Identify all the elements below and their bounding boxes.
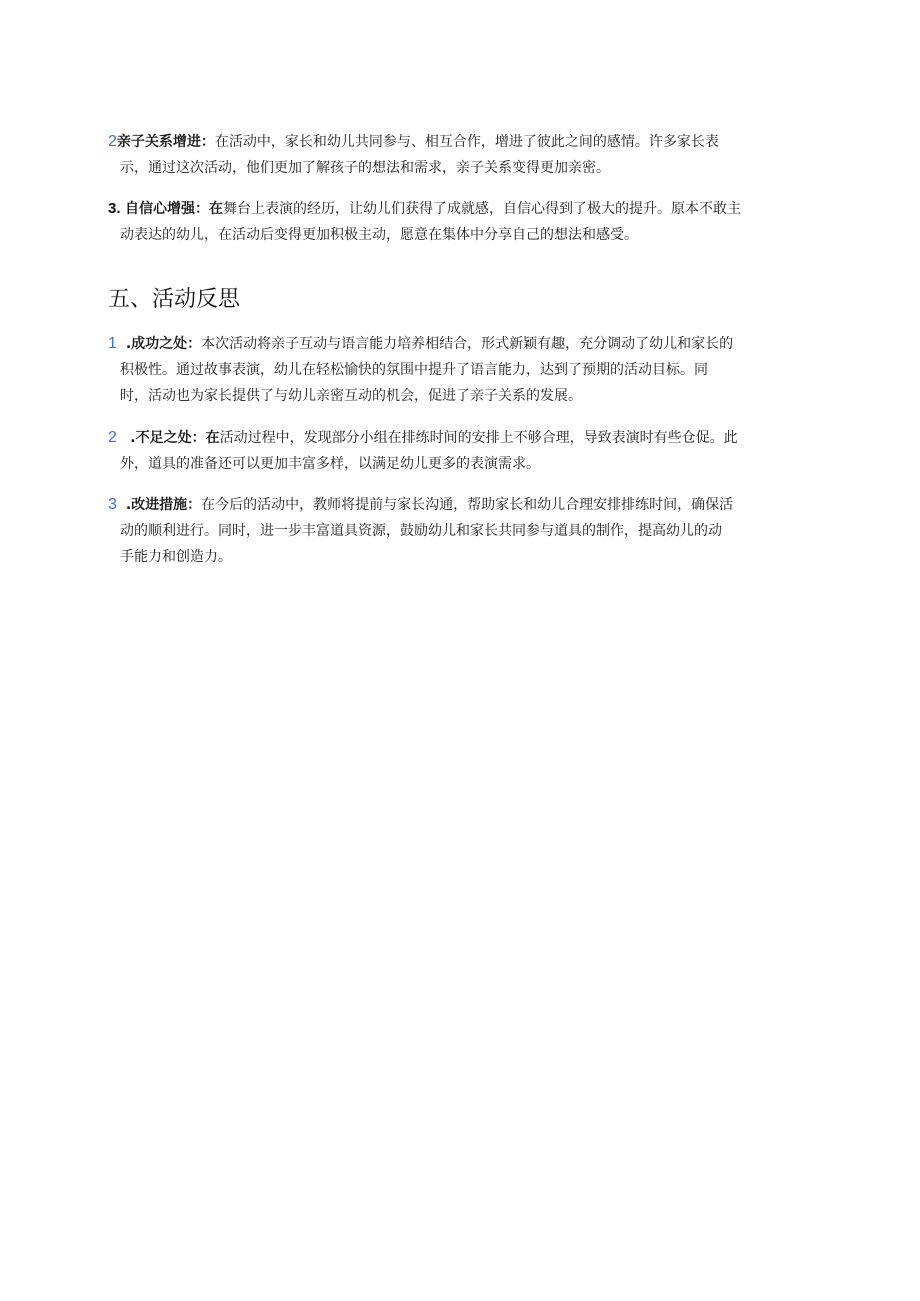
item-text: 时，活动也为家长提供了与幼儿亲密互动的机会，促进了亲子关系的发展。: [120, 388, 582, 404]
item-text: 手能力和创造力。: [120, 549, 232, 565]
reflection-item-1-first-line: [108, 331, 808, 357]
item-text: 动表达的幼儿，在活动后变得更加积极主动，愿意在集体中分享自己的想法和感受。: [120, 227, 638, 243]
item-text: 舞台上表演的经历，让幼儿们获得了成就感，自信心得到了极大的提升。原本不敢主: [222, 201, 741, 217]
list-number: 1: [108, 335, 117, 352]
benefit-item-3: [108, 196, 808, 248]
benefit-item-2: [108, 129, 808, 181]
reflection-item-3-first-line: [108, 492, 808, 518]
list-number: 2: [108, 429, 117, 446]
reflection-item-1: [108, 331, 808, 409]
benefit-item-2-first-line: [108, 129, 808, 155]
list-number: 3.: [108, 200, 121, 217]
item-title: .不足之处：在: [130, 430, 220, 446]
item-title: .成功之处：: [125, 336, 202, 352]
item-text: 动的顺利进行。同时，进一步丰富道具资源，鼓励幼儿和家长共同参与道具的制作，提高幼儿的动: [120, 523, 722, 539]
benefit-item-3-first-line: [108, 196, 808, 222]
reflection-item-2: [108, 425, 808, 477]
item-title: 亲子关系增进：: [116, 134, 215, 150]
section-heading: 五、活动反思: [108, 287, 241, 312]
list-number: 3: [108, 496, 117, 513]
item-text: 外，道具的准备还可以更加丰富多样，以满足幼儿更多的表演需求。: [120, 456, 540, 472]
item-text: 活动过程中，发现部分小组在排练时间的安排上不够合理，导致表演时有些仓促。此: [219, 430, 738, 446]
list-number: 2: [108, 133, 117, 150]
reflection-item-3: [108, 492, 808, 570]
item-text: 在今后的活动中，教师将提前与家长沟通，帮助家长和幼儿合理安排排练时间，确保活: [201, 497, 734, 513]
item-text: 在活动中，家长和幼儿共同参与、相互合作，增进了彼此之间的感情。许多家长表: [214, 134, 719, 150]
item-text: 本次活动将亲子互动与语言能力培养相结合，形式新颖有趣，充分调动了幼儿和家长的: [201, 336, 734, 352]
item-title: 自信心增强：在: [124, 201, 223, 217]
item-text: 示，通过这次活动，他们更加了解孩子的想法和需求，亲子关系变得更加亲密。: [120, 160, 610, 176]
reflection-item-2-first-line: [108, 425, 808, 451]
item-text: 积极性。通过故事表演，幼儿在轻松愉快的氛围中提升了语言能力，达到了预期的活动目标。同: [120, 362, 708, 378]
item-title: .改进措施：: [125, 497, 202, 513]
